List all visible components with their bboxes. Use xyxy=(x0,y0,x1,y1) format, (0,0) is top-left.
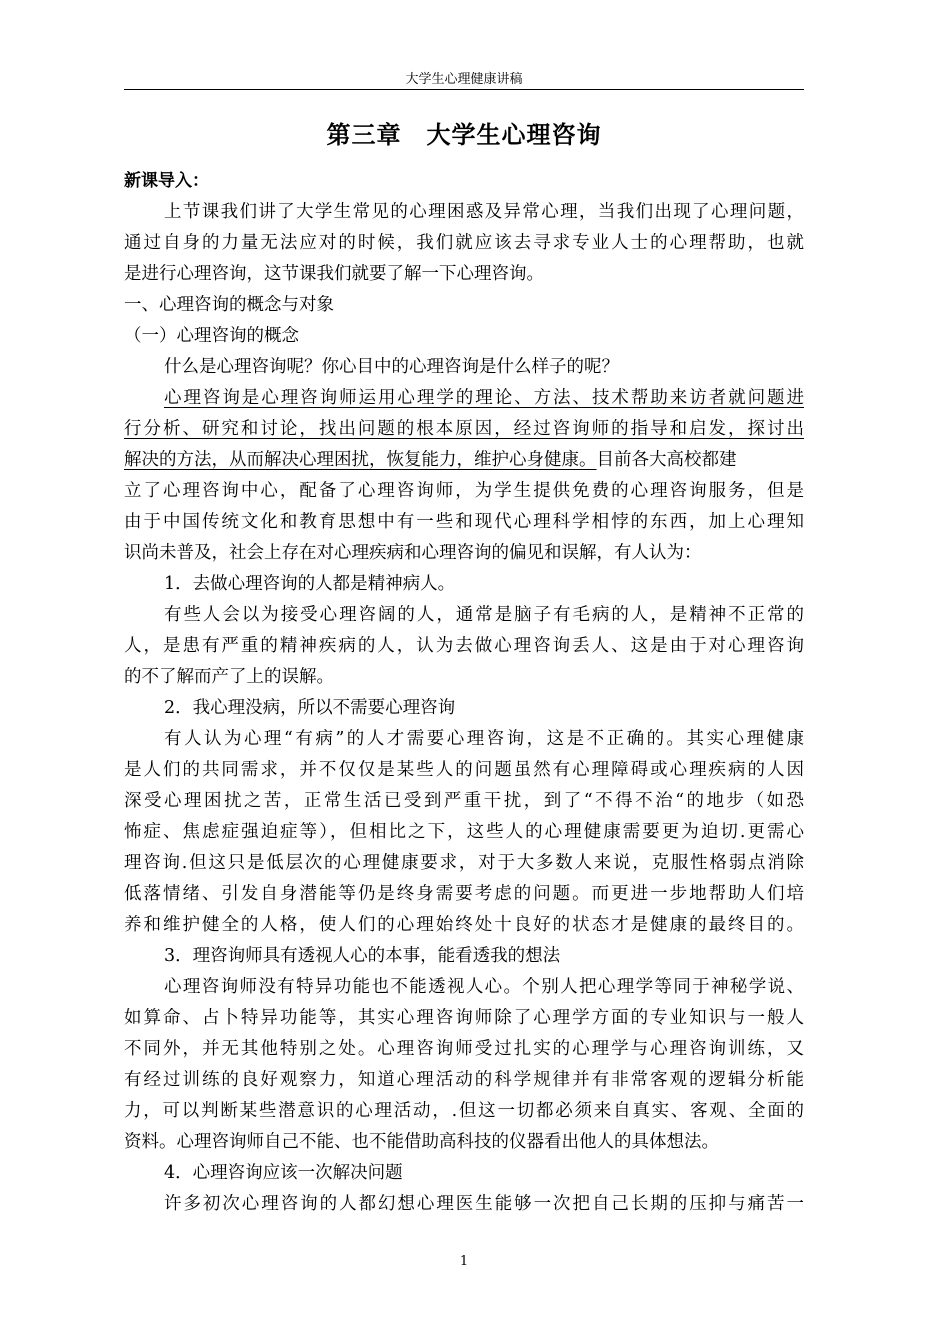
paragraph-line: 识尚未普及，社会上存在对心理疾病和心理咨询的偏见和误解，有人认为： xyxy=(124,543,702,563)
paragraph-line: 力，可以判断某些潜意识的心理活动，.但这一切都必须来自真实、客观、全面的 xyxy=(124,1101,804,1121)
paragraph-line: 上节课我们讲了大学生常见的心理困惑及异常心理，当我们出现了心理问题， xyxy=(164,202,804,222)
paragraph-line: 有些人会以为接受心理咨阔的人，通常是脑子有毛病的人，是精神不正常的 xyxy=(164,605,804,625)
paragraph-line: 资料。心理咨询师自己不能、也不能借助高科技的仪器看出他人的具体想法。 xyxy=(124,1132,719,1152)
paragraph-line: 理咨询.但这只是低层次的心理健康要求，对于大多数人来说，克服性格弱点消除 xyxy=(124,853,804,873)
paragraph-line: 深受心理困扰之苦，正常生活已受到严重干扰，到了“不得不治“的地步（如恐 xyxy=(124,791,804,811)
paragraph-line: 的不了解而产了上的误解。 xyxy=(124,667,334,687)
paragraph-line: 低落情绪、引发自身潜能等仍是终身需要考虑的问题。而更进一步地帮助人们培 xyxy=(124,884,804,904)
paragraph-line: 不同外，并无其他特别之处。心理咨询师受过扎实的心理学与心理咨询训练，又 xyxy=(124,1039,804,1059)
section-heading: 一、心理咨询的概念与对象 xyxy=(124,295,334,315)
chapter-title: 第三章 大学生心理咨询 xyxy=(326,121,602,149)
subsection-heading: （一）心理咨询的概念 xyxy=(124,326,299,346)
paragraph-line: 是进行心理咨询，这节课我们就要了解一下心理咨询。 xyxy=(124,264,544,284)
definition-end: 解决的方法，从而解决心理困扰，恢复能力，维护心身健康。 xyxy=(124,450,597,470)
running-header: 大学生心理健康讲稿 xyxy=(405,72,523,87)
paragraph-line: 心理咨询师没有特异功能也不能透视人心。个别人把心理学等同于神秘学说、 xyxy=(164,977,804,997)
paragraph-line: 有经过训练的良好观察力，知道心理活动的科学规律并有非常客观的逻辑分析能 xyxy=(124,1070,804,1090)
list-item-heading: 2．我心理没病，所以不需要心理咨询 xyxy=(164,698,456,718)
header-rule xyxy=(124,89,804,90)
paragraph-line: 如算命、占卜特异功能等，其实心理咨询师除了心理学方面的专业知识与一般人 xyxy=(124,1008,804,1028)
list-item-heading: 1．去做心理咨询的人都是精神病人。 xyxy=(164,574,456,594)
list-item-heading: 3．理咨询师具有透视人心的本事，能看透我的想法 xyxy=(164,946,561,966)
definition-line: 行分析、研究和讨论，找出问题的根本原因，经过咨询师的指导和启发，探讨出 xyxy=(124,419,804,439)
intro-heading: 新课导入： xyxy=(124,171,209,191)
body-text xyxy=(124,166,804,1220)
paragraph-text: 目前各大高校都建 xyxy=(596,450,737,470)
paragraph-line xyxy=(124,445,804,476)
paragraph-line: 由于中国传统文化和教育思想中有一些和现代心理科学相悖的东西，加上心理知 xyxy=(124,512,804,532)
paragraph-line: 什么是心理咨询呢？你心目中的心理咨询是什么样子的呢？ xyxy=(164,357,619,377)
paragraph-line: 人，是患有严重的精神疾病的人，认为去做心理咨询丢人、这是由于对心理咨询 xyxy=(124,636,804,656)
definition-line: 心理咨询是心理咨询师运用心理学的理论、方法、技术帮助来访者就问题进 xyxy=(164,388,804,408)
paragraph-line: 怖症、焦虑症强迫症等），但相比之下，这些人的心理健康需要更为迫切.更需心 xyxy=(124,822,804,842)
paragraph-line: 有人认为心理“有病”的人才需要心理咨询，这是不正确的。其实心理健康 xyxy=(164,729,804,749)
paragraph-line: 立了心理咨询中心，配备了心理咨询师，为学生提供免费的心理咨询服务，但是 xyxy=(124,481,804,501)
list-item-heading: 4．心理咨询应该一次解决问题 xyxy=(164,1163,403,1183)
paragraph-line: 是人们的共同需求，并不仅仅是某些人的问题虽然有心理障碍或心理疾病的人因 xyxy=(124,760,804,780)
paragraph-line: 养和维护健全的人格，使人们的心理始终处十良好的状态才是健康的最终目的。 xyxy=(124,915,804,935)
paragraph-line: 许多初次心理咨询的人都幻想心理医生能够一次把自己长期的压抑与痛苦一 xyxy=(164,1194,804,1214)
page-number: 1 xyxy=(459,1254,469,1269)
paragraph-line: 通过自身的力量无法应对的时候，我们就应该去寻求专业人士的心理帮助，也就 xyxy=(124,233,804,253)
